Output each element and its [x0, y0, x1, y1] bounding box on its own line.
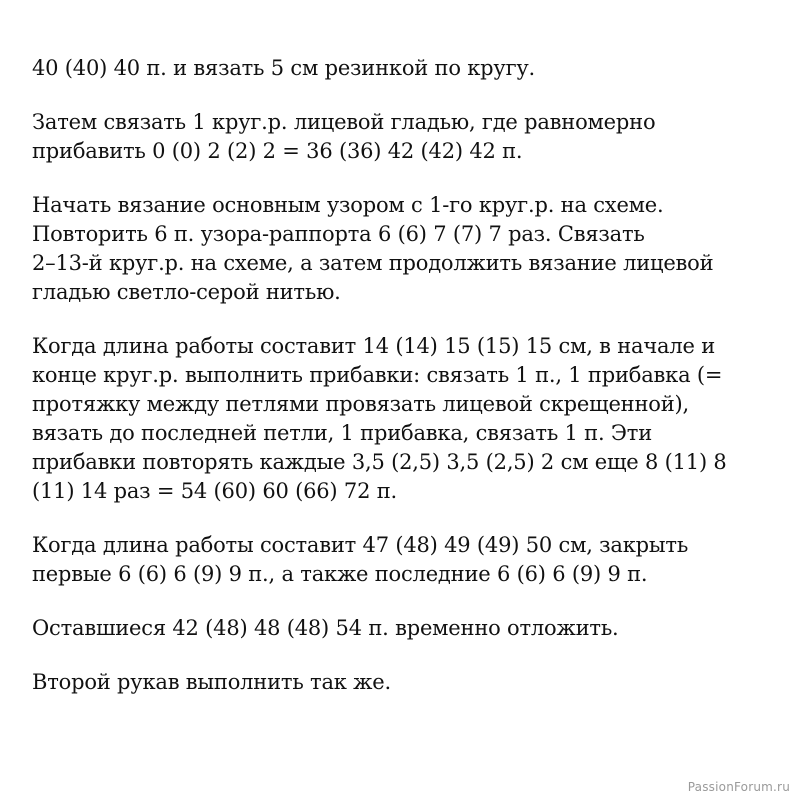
text-line: первые 6 (6) 6 (9) 9 п., а также последние 6 (6) 6 (9) 9 п. — [32, 562, 648, 586]
text-line: Оставшиеся 42 (48) 48 (48) 54 п. временно отложить. — [32, 616, 619, 640]
text-line: прибавки повторять каждые 3,5 (2,5) 3,5 (2,5) 2 см еще 8 (11) 8 — [32, 450, 727, 474]
text-line: Когда длина работы составит 14 (14) 15 (15) 15 см, в начале и — [32, 334, 716, 358]
text-line: Повторить 6 п. узора-раппорта 6 (6) 7 (7) 7 раз. Связать — [32, 222, 645, 246]
text-line: Когда длина работы составит 47 (48) 49 (49) 50 см, закрыть — [32, 533, 689, 557]
paragraph-increase-round — [32, 108, 782, 166]
text-line: протяжку между петлями провязать лицевой скрещенной), — [32, 392, 689, 416]
paragraph-sleeve-increases — [32, 332, 782, 506]
paragraph-ribbing — [32, 54, 782, 83]
watermark: PassionForum.ru — [687, 780, 790, 794]
text-line: гладью светло-серой нитью. — [32, 280, 341, 304]
text-line: (11) 14 раз = 54 (60) 60 (66) 72 п. — [32, 479, 397, 503]
text-line: вязать до последней петли, 1 прибавка, связать 1 п. Эти — [32, 421, 652, 445]
paragraph-bind-off — [32, 531, 782, 589]
text-line: конце круг.р. выполнить прибавки: связать 1 п., 1 прибавка (= — [32, 363, 723, 387]
document-body — [32, 54, 782, 722]
text-line: Затем связать 1 круг.р. лицевой гладью, где равномерно — [32, 110, 656, 134]
paragraph-main-pattern — [32, 191, 782, 307]
text-line: Второй рукав выполнить так же. — [32, 670, 391, 694]
paragraph-set-aside — [32, 614, 782, 643]
text-line: прибавить 0 (0) 2 (2) 2 = 36 (36) 42 (42) 42 п. — [32, 139, 523, 163]
paragraph-second-sleeve — [32, 668, 782, 697]
text-line: 40 (40) 40 п. и вязать 5 см резинкой по кругу. — [32, 56, 536, 80]
text-line: Начать вязание основным узором с 1-го круг.р. на схеме. — [32, 193, 664, 217]
text-line: 2–13-й круг.р. на схеме, а затем продолжить вязание лицевой — [32, 251, 714, 275]
